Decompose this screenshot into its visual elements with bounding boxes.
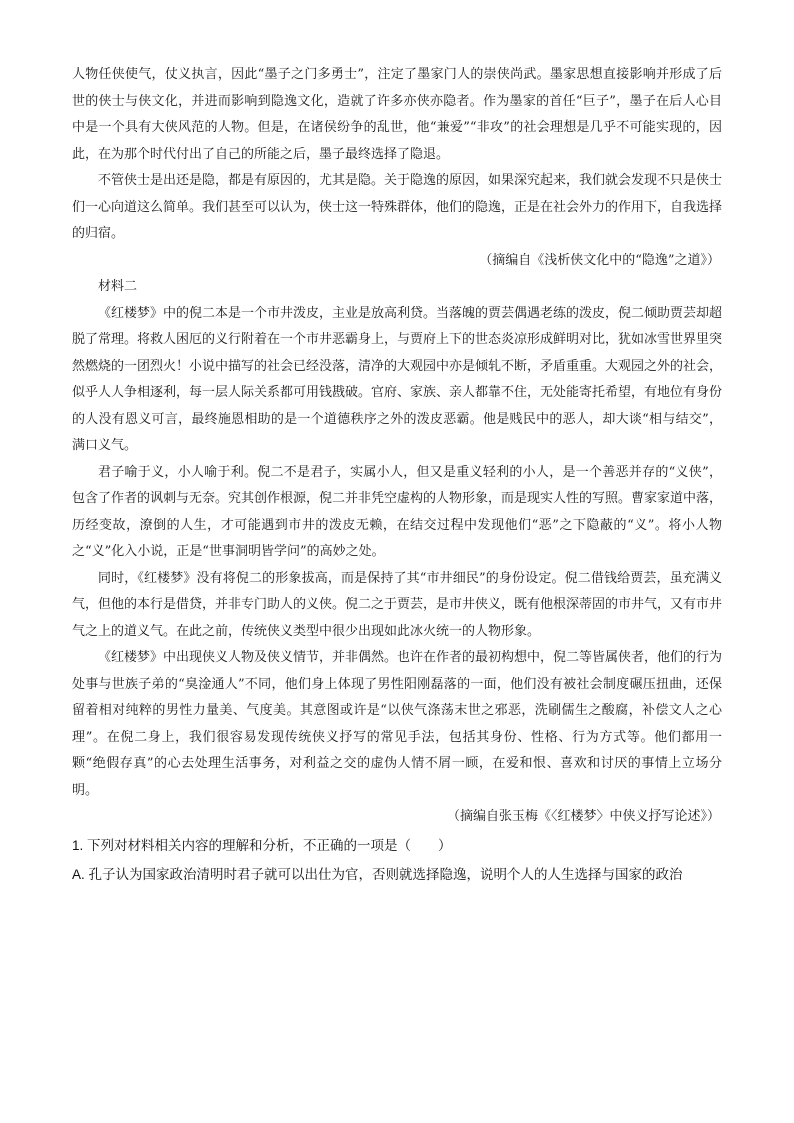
paragraph-4: 君子喻于义，小人喻于利。倪二不是君子，实属小人，但又是重义轻利的小人，是一个善恶并存的“义侠”，包含了作者的讽刺与无奈。究其创作根源，倪二并非凭空虚构的人物形象，而是现实人性的写照。曹家家道中落，历经变故，潦倒的人生，才可能遇到市井的泼皮无赖，在结交过程中发现他们“恶”之下隐蔽的“义”。将小人物之“义”化入小说，正是“世事洞明皆学问”的高妙之处。 — [72, 464, 723, 559]
paragraph-1: 人物任侠使气，仗义执言，因此“墨子之门多勇士”，注定了墨家门人的崇侠尚武。墨家思想直接影响并形成了后世的侠士与侠文化，并进而影响到隐逸文化，造就了许多亦侠亦隐者。作为墨家的首任“巨子”，墨子在后人心目中是一个具有大侠风范的人物。但是，在诸侯纷争的乱世，他“兼爱”“非攻”的社会理想是几乎不可能实现的，因此，在为那个时代付出了自己的所能之后，墨子最终选择了隐退。 — [72, 67, 722, 162]
reading-passage — [72, 62, 722, 889]
source-citation-1: （摘编自《浅析侠文化中的“隐逸”之道》） — [479, 252, 720, 268]
paragraph-5: 同时，《红楼梦》没有将倪二的形象拔高，而是保持了其“市井细民”的身份设定。倪二借钱给贾芸，虽充满义气，但他的本行是借贷，并非专门助人的义侠。倪二之于贾芸，是市井侠义，既有他根深蒂固的市井气，又有市井气之上的道义气。在此之前，传统侠义类型中很少出现如此冰火统一的人物形象。 — [72, 570, 723, 639]
material-2-label: 材料二 — [98, 279, 138, 294]
question-1-stem: 1. 下列对材料相关内容的理解和分析，不正确的一项是（ ） — [72, 837, 452, 853]
question-1-option-a[interactable]: A. 孔子认为国家政治清明时君子就可以出仕为官，否则就选择隐逸，说明个人的人生选择与国家的政治 — [72, 866, 683, 882]
paragraph-3: 《红楼梦》中的倪二本是一个市井泼皮，主业是放高利贷。当落魄的贾芸偶遇老练的泼皮，倪二倾助贾芸却超脱了常理。将救人困厄的义行附着在一个市井恶霸身上，与贾府上下的世态炎凉形成鲜明对比，犹如冰雪世界里突然燃烧的一团烈火！小说中描写的社会已经没落，清净的大观园中亦是倾轧不断，矛盾重重。大观园之外的社会，似乎人人争相逐利，每一层人际关系都可用钱戡破。官府、家族、亲人都靠不住，无处能寄托希望，有地位有身份的人没有恩义可言，最终施恩相助的是一个道德秩序之外的泼皮恶霸。他是贱民中的恶人，却大谈“相与结交”，满口义气。 — [72, 305, 723, 453]
source-citation-2: （摘编自张玉梅《〈红楼梦〉中侠义抒写论述》） — [446, 809, 720, 824]
paragraph-6: 《红楼梦》中出现侠义人物及侠义情节，并非偶然。也许在作者的最初构想中，倪二等皆属侠者，他们的行为处事与世族子弟的“臭淦通人”不同，他们身上体现了男性阳刚磊落的一面，他们没有被社会制度碾压扭曲，还保留着相对纯粹的男性力量美、气度美。其意图或许是“以侠气涤荡末世之邪恶，洗刷儒生之酸腐，补偿文人之心理”。在倪二身上，我们很容易发现传统侠义抒写的常见手法，包括其身份、性格、行为方式等。他们都用一颗“绝假存真”的心去处理生活事务，对利益之交的虚伪人情不屑一顾，在爱和恨、喜欢和讨厌的事情上立场分明。 — [72, 650, 723, 798]
paragraph-2: 不管侠士是出还是隐，都是有原因的，尤其是隐。关于隐逸的原因，如果深究起来，我们就会发现不只是侠士们一心向道这么简单。我们甚至可以认为，侠士这一特殊群体，他们的隐逸，正是在社会外力的作用下，自我选择的归宿。 — [72, 173, 723, 241]
